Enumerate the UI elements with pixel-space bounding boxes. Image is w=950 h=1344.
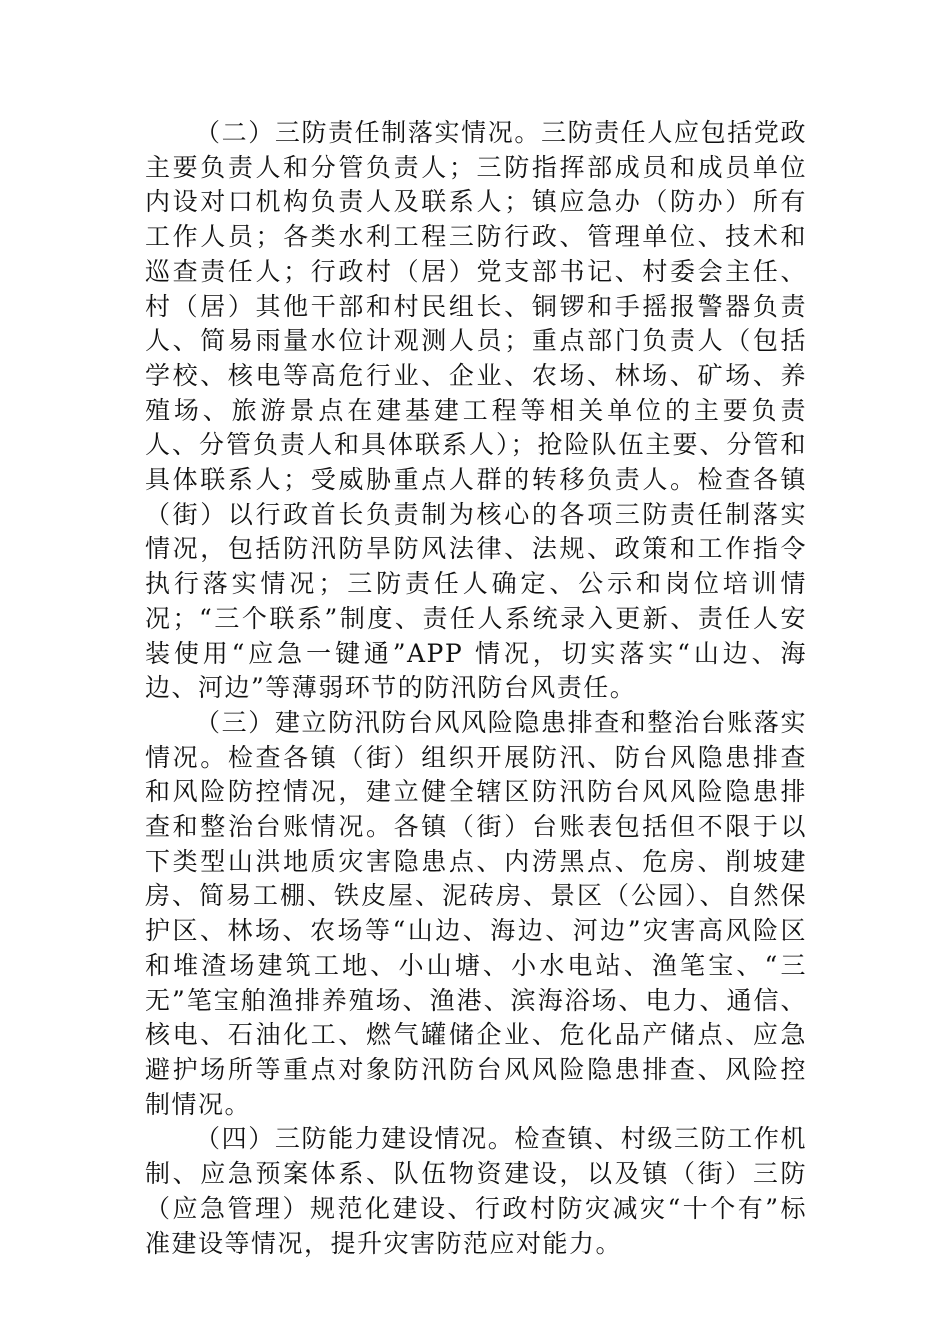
document-page xyxy=(145,116,807,1261)
paragraph-section-2: （二）三防责任制落实情况。三防责任人应包括党政主要负责人和分管负责人；三防指挥部成员和成员单位内设对口机构负责人及联系人；镇应急办（防办）所有工作人员；各类水利工程三防行政、管理单位、技术和巡查责任人；行政村（居）党支部书记、村委会主任、村（居）其他干部和村民组长、铜锣和手摇报警器负责人、简易雨量水位计观测人员；重点部门负责人（包括学校、核电等高危行业、企业、农场、林场、矿场、养殖场、旅游景点在建基建工程等相关单位的主要负责人、分管负责人和具体联系人）；抢险队伍主要、分管和具体联系人；受威胁重点人群的转移负责人。检查各镇（街）以行政首长负责制为核心的各项三防责任制落实情况，包括防汛防旱防风法律、法规、政策和工作指令执行落实情况；三防责任人确定、公示和岗位培训情况；“三个联系”制度、责任人系统录入更新、责任人安装使用“应急一键通”APP 情况，切实落实“山边、海边、河边”等薄弱环节的防汛防台风责任。 xyxy=(145,118,807,703)
paragraph-section-3: （三）建立防汛防台风风险隐患排查和整治台账落实情况。检查各镇（街）组织开展防汛、防台风隐患排查和风险防控情况，建立健全辖区防汛防台风风险隐患排查和整治台账情况。各镇（街）台账表包括但不限于以下类型山洪地质灾害隐患点、内涝黑点、危房、削坡建房、简易工棚、铁皮屋、泥砖房、景区（公园）、自然保护区、林场、农场等“山边、海边、河边”灾害高风险区和堆渣场建筑工地、小山塘、小水电站、渔笔宝、“三无”笔宝舶渔排养殖场、渔港、滨海浴场、电力、通信、核电、石油化工、燃气罐储企业、危化品产储点、应急避护场所等重点对象防汛防台风风险隐患排查、风险控制情况。 xyxy=(145,707,807,1119)
paragraph-section-4: （四）三防能力建设情况。检查镇、村级三防工作机制、应急预案体系、队伍物资建设，以及镇（街）三防（应急管理）规范化建设、行政村防灾减灾“十个有”标准建设等情况，提升灾害防范应对能力。 xyxy=(145,1124,807,1258)
